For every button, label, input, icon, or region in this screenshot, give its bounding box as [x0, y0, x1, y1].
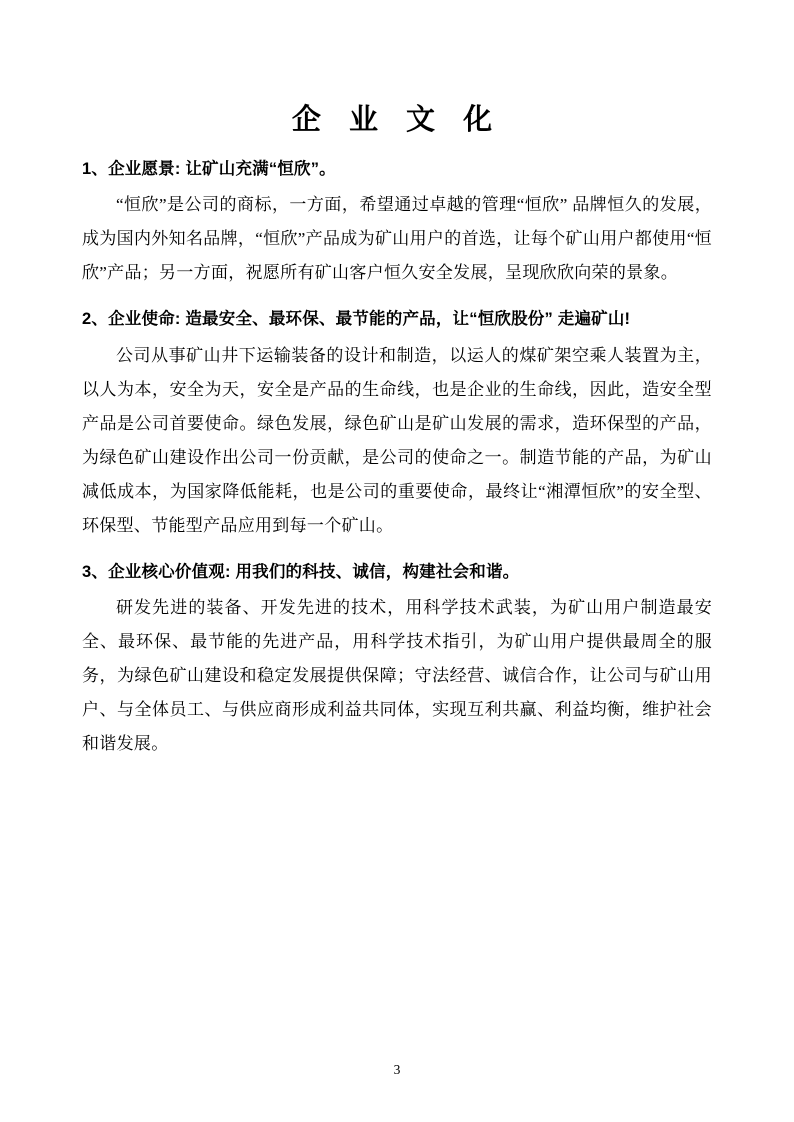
- section-heading-mission: 2、企业使命: 造最安全、最环保、最节能的产品，让“恒欣股份” 走遍矿山!: [82, 310, 631, 329]
- section-heading-core-values: 3、企业核心价值观: 用我们的科技、诚信，构建社会和谐。: [82, 562, 520, 581]
- page-number: 3: [393, 1062, 401, 1077]
- section-body-vision: “恒欣”是公司的商标，一方面，希望通过卓越的管理“恒欣” 品牌恒久的发展，成为国内外知名品牌，“恒欣”产品成为矿山用户的首选，让每个矿山用户都使用“恒欣”产品；另一方面，祝愿所有矿山客户恒久安全发展，呈现欣欣向荣的景象。: [82, 195, 712, 283]
- section-body-core-values: 研发先进的装备、开发先进的技术，用科学技术武装，为矿山用户制造最安全、最环保、最节能的先进产品，用科学技术指引，为矿山用户提供最周全的服务，为绿色矿山建设和稳定发展提供保障；守法经营、诚信合作，让公司与矿山用户、与全体员工、与供应商形成利益共同体，实现互利共赢、利益均衡，维护社会和谐发展。: [82, 598, 712, 754]
- section-body-mission: 公司从事矿山井下运输装备的设计和制造，以运人的煤矿架空乘人装置为主，以人为本，安全为天，安全是产品的生命线，也是企业的生命线，因此，造安全型产品是公司首要使命。绿色发展，绿色矿山是矿山发展的需求，造环保型的产品，为绿色矿山建设作出公司一份贡献，是公司的使命之一。制造节能的产品，为矿山减低成本，为国家降低能耗，也是公司的重要使命，最终让“湘潭恒欣”的安全型、环保型、节能型产品应用到每一个矿山。: [82, 345, 712, 535]
- page-title: 企 业 文 化: [291, 104, 503, 136]
- section-heading-vision: 1、企业愿景: 让矿山充满“恒欣”。: [82, 159, 336, 178]
